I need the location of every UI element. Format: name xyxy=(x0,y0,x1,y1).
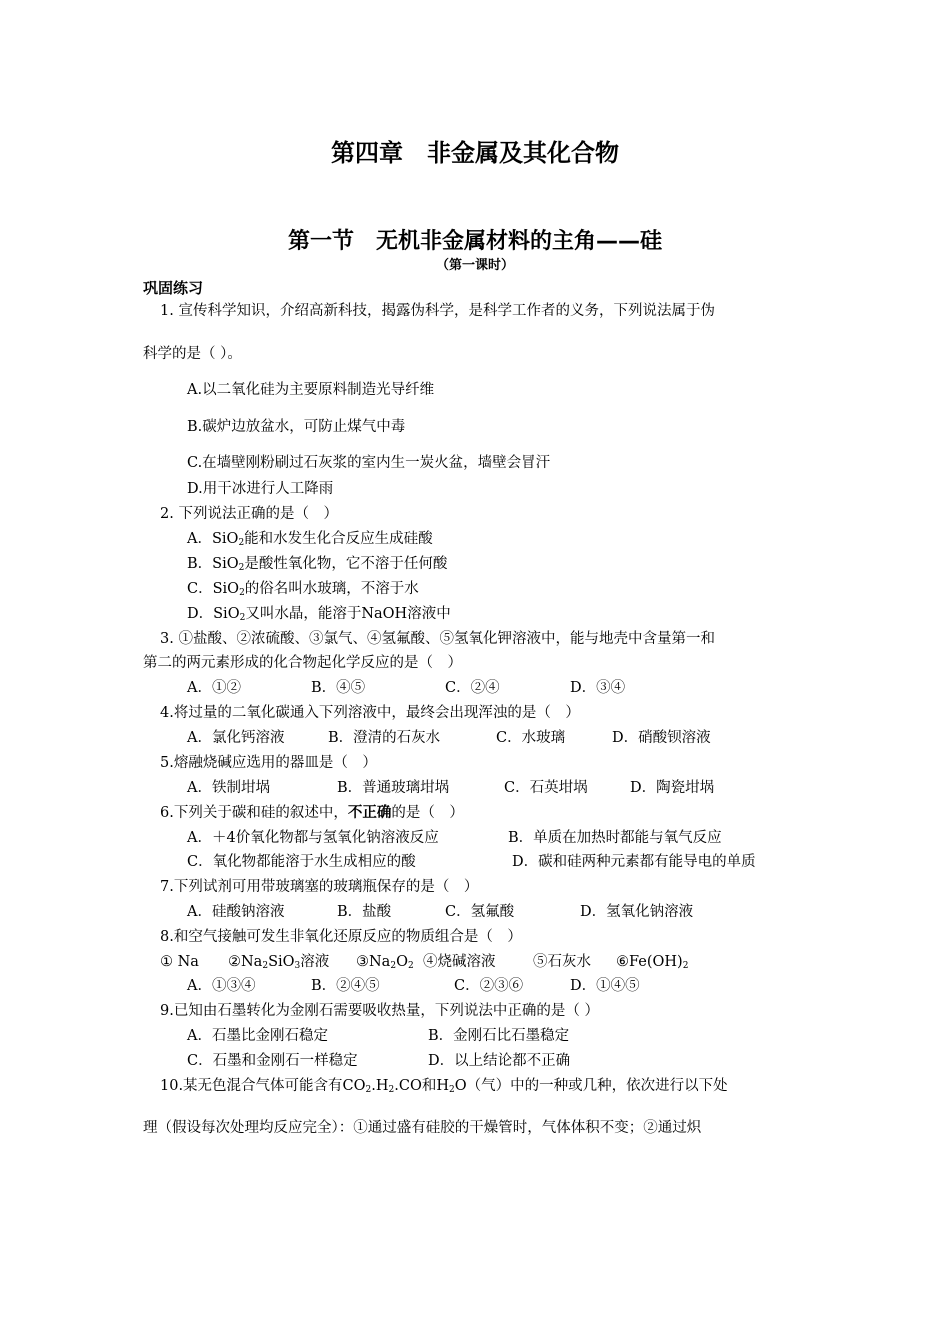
q6-option-c: C．氧化物都能溶于水生成相应的酸 xyxy=(187,854,416,870)
q3-options xyxy=(0,678,950,698)
q2-option-d: D．SiO$_2$又叫水晶，能溶于NaOH溶液中 xyxy=(187,606,451,623)
q4-option-d: D．硝酸钡溶液 xyxy=(612,730,711,746)
chapter-title: 第四章 非金属及其化合物 xyxy=(331,139,619,167)
q7-stem: 7.下列试剂可用带玻璃塞的玻璃瓶保存的是（ ） xyxy=(160,879,479,895)
q8-option-c: C．②③⑥ xyxy=(454,978,524,994)
q2-option-b: B．SiO$_2$是酸性氧化物，它不溶于任何酸 xyxy=(187,556,448,573)
q5-stem: 5.熔融烧碱应选用的器皿是（ ） xyxy=(160,755,377,771)
q2-option-a: A．SiO$_2$能和水发生化合反应生成硅酸 xyxy=(187,531,433,548)
q7-option-d: D．氢氧化钠溶液 xyxy=(580,904,694,920)
q6-option-b: B．单质在加热时都能与氧气反应 xyxy=(508,830,722,846)
q7-option-b: B．盐酸 xyxy=(337,904,392,920)
q8-option-a: A．①③④ xyxy=(187,978,256,994)
q7-option-c: C．氢氟酸 xyxy=(445,904,515,920)
q9-option-d: D．以上结论都不正确 xyxy=(428,1053,571,1069)
q6-stem: 6.下列关于碳和硅的叙述中，不正确的是（ ） xyxy=(160,805,464,821)
lesson-label: （第一课时） xyxy=(435,258,514,273)
q5-option-a: A．铁制坩埚 xyxy=(187,780,270,796)
q3-option-c: C．②④ xyxy=(445,680,500,696)
q1-option-d: D.用干冰进行人工降雨 xyxy=(187,481,334,497)
q9-stem: 9.已知由石墨转化为金刚石需要吸收热量，下列说法中正确的是（ ） xyxy=(160,1003,599,1019)
q6-options-row2 xyxy=(0,852,950,872)
q6-option-a: A．＋4价氧化物都与氢氧化钠溶液反应 xyxy=(187,830,439,846)
q8-item-3: $③Na_2O_2$ xyxy=(356,954,414,971)
q8-item-4: ④烧碱溶液 xyxy=(423,954,496,970)
q1-line1: 1. 宣传科学知识，介绍高新科技，揭露伪科学，是科学工作者的义务，下列说法属于伪 xyxy=(160,303,715,319)
q1-option-b: B.碳炉边放盆水，可防止煤气中毒 xyxy=(187,419,406,435)
q3-line1: 3. ①盐酸、②浓硫酸、③氯气、④氢氟酸、⑤氢氧化钾溶液中，能与地壳中含量第一和 xyxy=(160,631,715,647)
q2-option-c: C．SiO$_2$的俗名叫水玻璃，不溶于水 xyxy=(187,581,419,598)
q10-line2: 理（假设每次处理均反应完全）：①通过盛有硅胶的干燥管时，气体体积不变；②通过炽 xyxy=(143,1120,702,1136)
q8-item-6: $⑥Fe(OH)_2$ xyxy=(616,954,689,971)
q7-option-a: A．硅酸钠溶液 xyxy=(187,904,285,920)
q5-options xyxy=(0,778,950,798)
q2-stem: 2. 下列说法正确的是（ ） xyxy=(160,506,338,522)
q5-option-b: B．普通玻璃坩埚 xyxy=(337,780,450,796)
q6-options-row1 xyxy=(0,828,950,848)
q8-stem: 8.和空气接触可发生非氧化还原反应的物质组合是（ ） xyxy=(160,929,522,945)
q4-option-b: B．澄清的石灰水 xyxy=(328,730,441,746)
q8-item-5: ⑤石灰水 xyxy=(533,954,591,970)
q5-option-c: C．石英坩埚 xyxy=(504,780,588,796)
q4-stem: 4.将过量的二氧化碳通入下列溶液中，最终会出现浑浊的是（ ） xyxy=(160,705,580,721)
q8-item-1: ① Na xyxy=(160,954,199,970)
q4-options xyxy=(0,728,950,748)
q3-line2: 第二的两元素形成的化合物起化学反应的是（ ） xyxy=(143,655,462,671)
q8-items xyxy=(0,952,950,972)
q9-option-b: B．金刚石比石墨稳定 xyxy=(428,1028,570,1044)
q1-line2: 科学的是（ ）。 xyxy=(143,346,242,362)
exercise-heading: 巩固练习 xyxy=(143,279,204,297)
q3-option-b: B．④⑤ xyxy=(311,680,366,696)
q7-options xyxy=(0,902,950,922)
q9-option-c: C．石墨和金刚石一样稳定 xyxy=(187,1053,358,1069)
q4-option-c: C．水玻璃 xyxy=(496,730,566,746)
q9-options-row1 xyxy=(0,1026,950,1046)
q8-options xyxy=(0,976,950,996)
q1-option-a: A.以二氧化硅为主要原料制造光导纤维 xyxy=(187,382,435,398)
q9-options-row2 xyxy=(0,1051,950,1071)
q5-option-d: D．陶瓷坩埚 xyxy=(630,780,715,796)
section-title: 第一节 无机非金属材料的主角——硅 xyxy=(287,229,662,254)
q8-option-d: D．①④⑤ xyxy=(570,978,640,994)
q1-option-c: C.在墙壁刚粉刷过石灰浆的室内生一炭火盆，墙壁会冒汗 xyxy=(187,455,551,471)
q6-emphasis: 不正确 xyxy=(347,805,392,821)
q3-option-d: D．③④ xyxy=(570,680,626,696)
q8-option-b: B．②④⑤ xyxy=(311,978,380,994)
q4-option-a: A．氯化钙溶液 xyxy=(187,730,285,746)
q9-option-a: A．石墨比金刚石稳定 xyxy=(187,1028,328,1044)
q10-line1: 10.某无色混合气体可能含有$CO_2.H_2.CO$和$H_2O$（气）中的一种或几种，依次进行以下处 xyxy=(160,1078,728,1095)
q6-option-d: D．碳和硅两种元素都有能导电的单质 xyxy=(512,854,756,870)
q3-option-a: A．①② xyxy=(187,680,241,696)
q8-item-2: $②Na_2SiO_3$溶液 xyxy=(228,954,330,971)
